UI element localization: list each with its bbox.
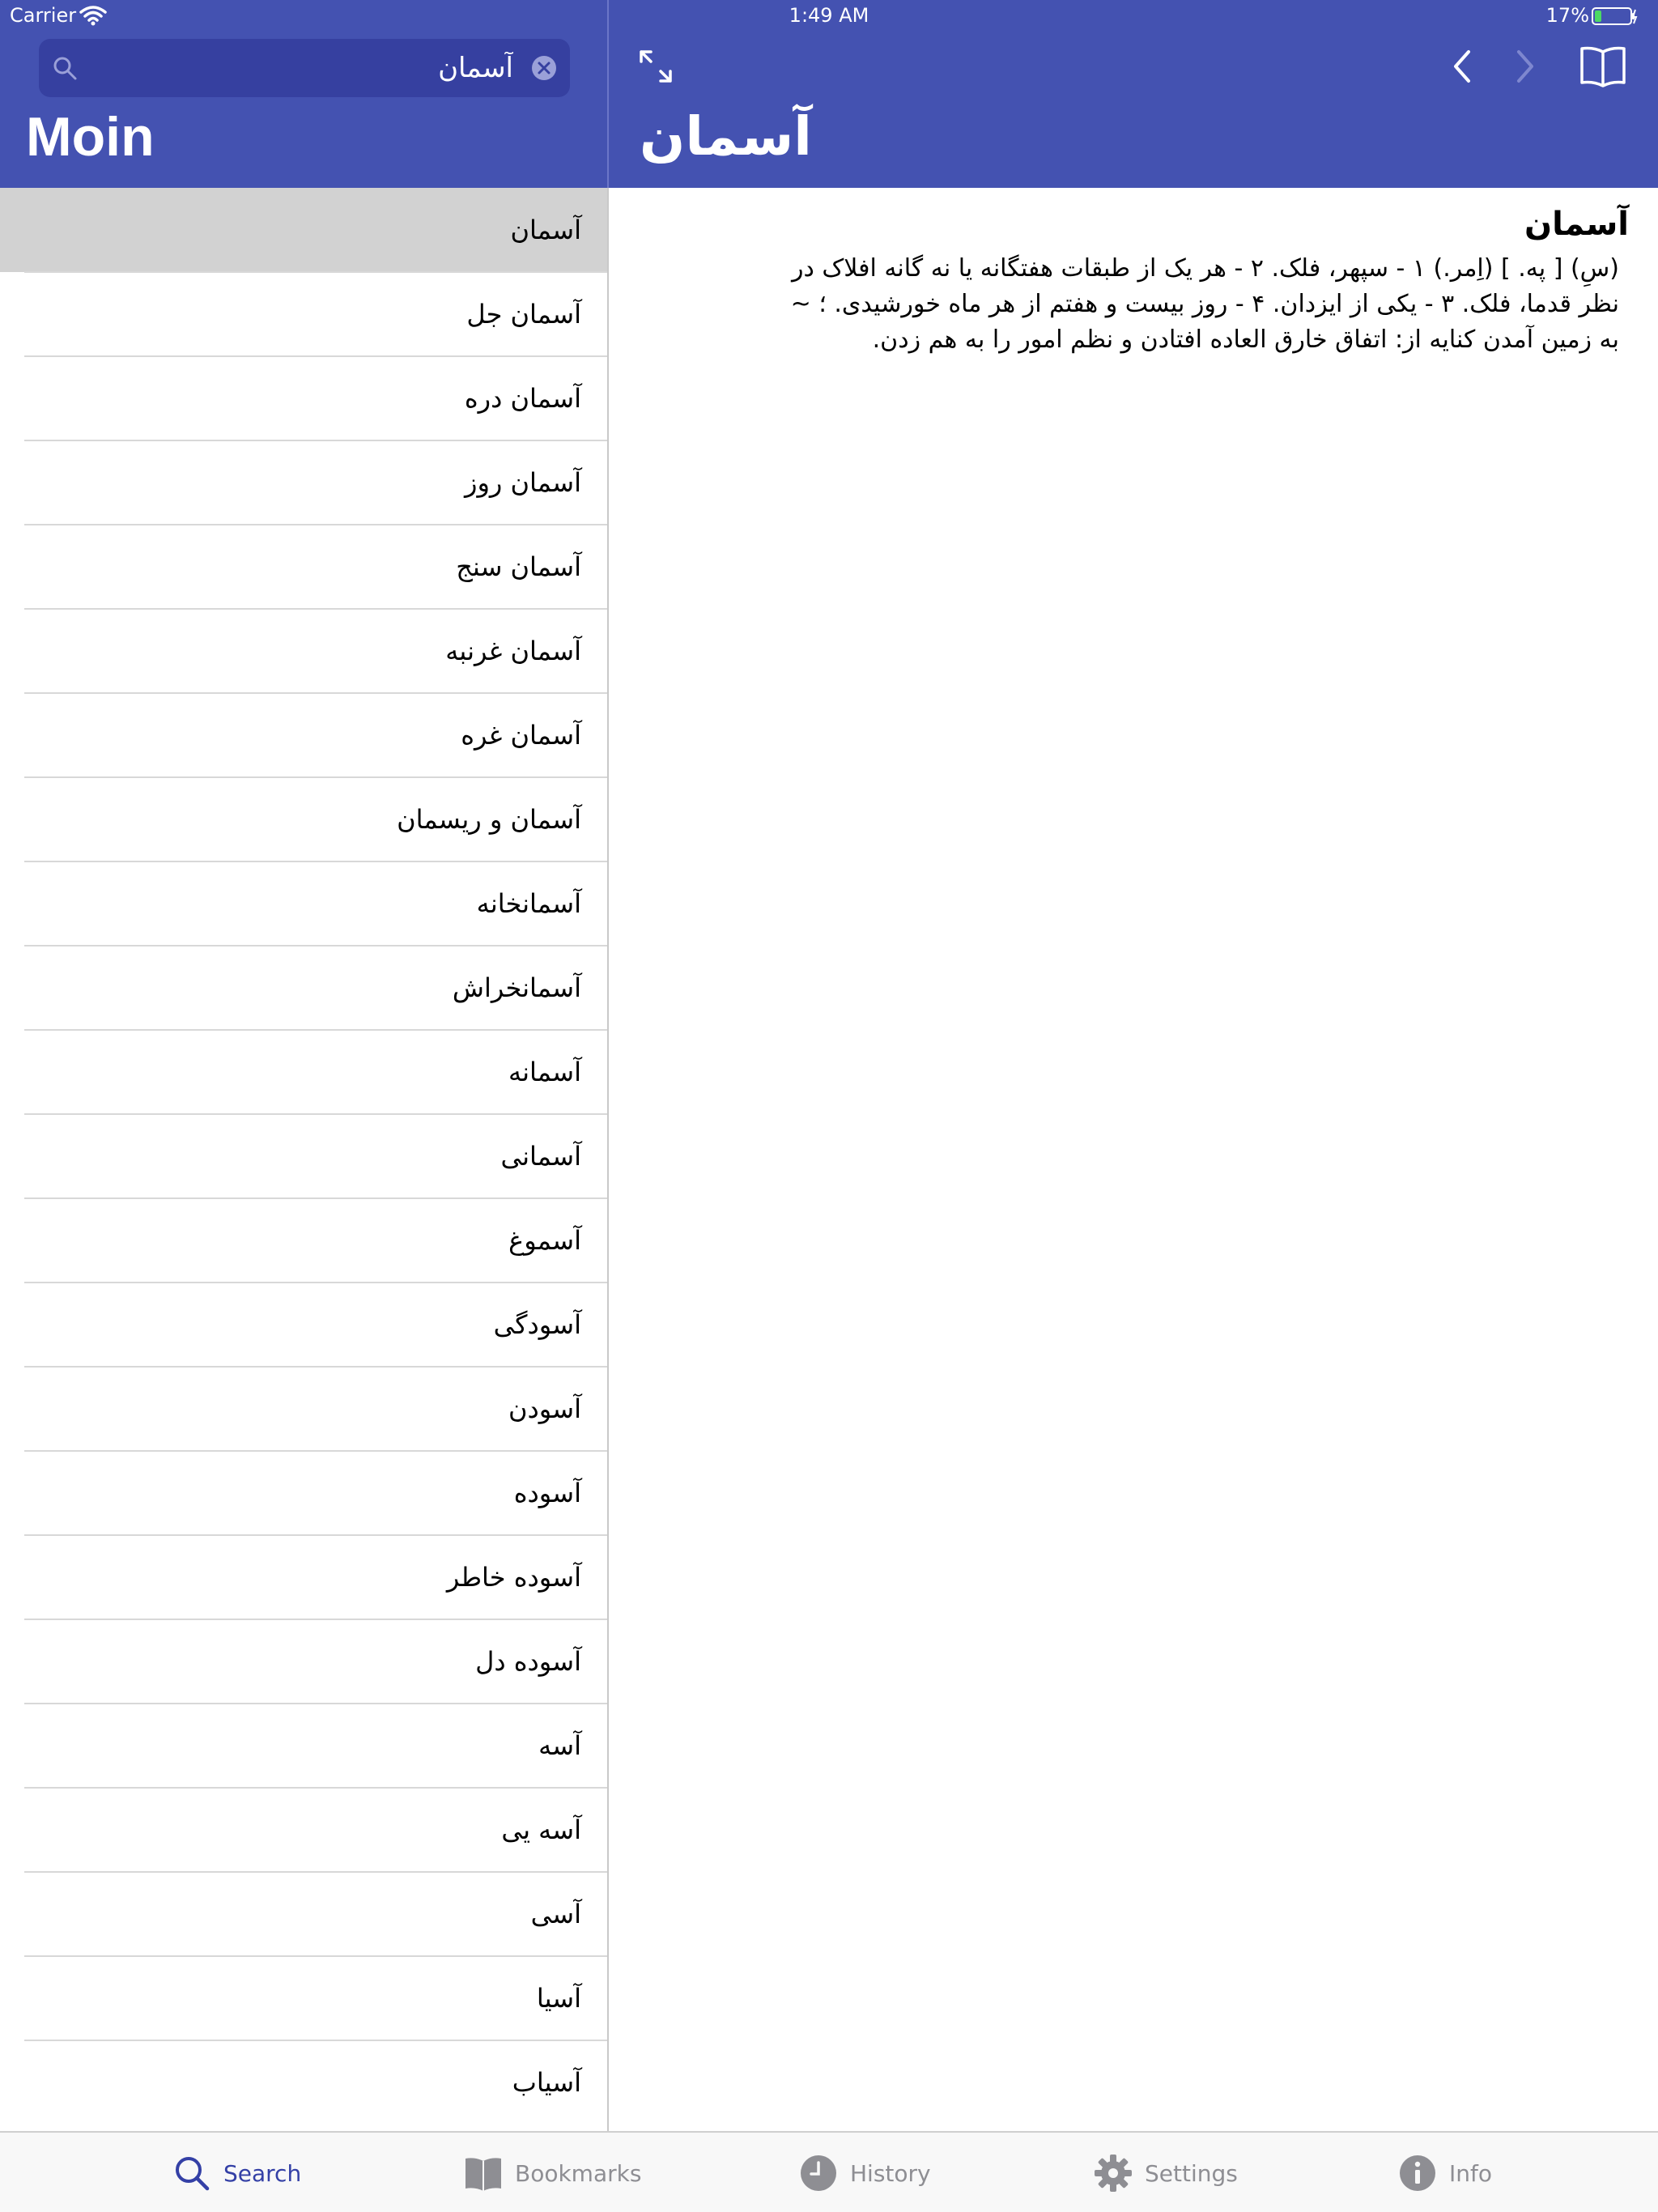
list-separator <box>24 1534 607 1536</box>
history-icon <box>798 2153 839 2193</box>
list-item[interactable]: آسمان دره <box>464 383 581 414</box>
header-bar <box>0 0 1658 188</box>
tab-label: Info <box>1449 2159 1492 2187</box>
tab-info[interactable] <box>1397 2133 1492 2212</box>
list-separator <box>24 692 607 694</box>
header-divider <box>607 0 609 188</box>
list-item[interactable]: آسموغ <box>508 1225 581 1256</box>
list-item[interactable]: آسوده خاطر <box>446 1562 581 1593</box>
clear-search-icon[interactable] <box>531 55 557 81</box>
tab-history[interactable] <box>798 2133 931 2212</box>
search-icon <box>50 53 79 83</box>
list-item[interactable]: آسوده <box>513 1478 581 1508</box>
list-item[interactable]: آسه یی <box>501 1814 581 1845</box>
tab-bookmarks[interactable] <box>463 2133 641 2212</box>
tab-settings[interactable] <box>1093 2133 1238 2212</box>
definition-panel <box>609 188 1658 2131</box>
entry-title: آسمان <box>640 105 812 168</box>
forward-icon[interactable] <box>1509 45 1541 87</box>
list-item[interactable]: آسمانی <box>500 1141 581 1172</box>
list-item[interactable]: آسمان غره <box>461 720 581 751</box>
list-item[interactable]: آسمانخانه <box>476 888 581 919</box>
list-separator <box>24 776 607 778</box>
list-separator <box>24 1029 607 1031</box>
list-item[interactable]: آسمان جل <box>466 299 581 330</box>
list-item[interactable]: آسی <box>530 1899 581 1929</box>
list-separator <box>24 608 607 610</box>
list-separator <box>24 1871 607 1873</box>
list-item[interactable]: آسوده دل <box>475 1646 581 1677</box>
bookmark-book-icon[interactable] <box>1579 44 1627 87</box>
list-item[interactable]: آسه <box>538 1730 581 1761</box>
bookmarks-icon <box>463 2153 504 2193</box>
list-separator <box>24 524 607 525</box>
tab-bar <box>0 2131 1658 2212</box>
list-separator <box>24 2040 607 2041</box>
search-input[interactable] <box>91 45 557 91</box>
definition-line: به زمین آمدن کنایه از: اتفاق خارق العاده افتادن و نظم امور را به هم زدن. <box>872 325 1619 354</box>
list-item[interactable]: آسمانخراش <box>452 972 581 1003</box>
tab-label: History <box>850 2159 931 2187</box>
list-item[interactable]: آسیاب <box>512 2067 581 2098</box>
expand-icon[interactable] <box>636 47 675 86</box>
info-icon <box>1397 2153 1438 2193</box>
battery-percent: 17% <box>1545 4 1589 27</box>
battery-icon <box>1592 6 1639 26</box>
settings-icon <box>1093 2153 1133 2193</box>
list-item[interactable]: آسیا <box>536 1983 581 2014</box>
list-item[interactable]: آسمان سنج <box>456 551 581 582</box>
status-bar <box>0 0 1658 32</box>
list-separator <box>24 1113 607 1115</box>
back-icon[interactable] <box>1446 45 1478 87</box>
definition-line: نظر قدما، فلک. ۳ - یکی از ایزدان. ۴ - روز بیست و هفتم از هر ماه خورشیدی. ؛ ~ <box>790 290 1619 318</box>
list-item[interactable]: آسمان و ریسمان <box>397 804 581 835</box>
list-separator <box>24 1282 607 1283</box>
list-item[interactable]: آسودن <box>508 1393 581 1424</box>
list-item[interactable]: آسمانه <box>508 1057 581 1087</box>
tab-label: Bookmarks <box>515 2159 642 2187</box>
list-separator <box>24 1366 607 1368</box>
list-separator <box>24 440 607 441</box>
list-separator <box>24 861 607 862</box>
app-title: Moin <box>26 106 155 168</box>
definition-text <box>648 251 1619 358</box>
entry-word: آسمان <box>1524 206 1629 243</box>
tab-label: Search <box>223 2159 302 2187</box>
list-separator <box>24 1619 607 1620</box>
list-separator <box>24 1197 607 1199</box>
tab-label: Settings <box>1145 2159 1238 2187</box>
list-item[interactable]: آسمان <box>0 188 607 272</box>
list-item[interactable]: آسمان غرنبه <box>445 636 581 666</box>
results-list <box>0 188 607 2131</box>
definition-line: (سِ) [ په. ] (اِمر.) ۱ - سپهر، فلک. ۲ - هر یک از طبقات هفتگانه یا نه گانه افلاک در <box>792 254 1619 283</box>
list-separator <box>24 1787 607 1789</box>
list-item[interactable]: آسودگی <box>493 1309 581 1340</box>
carrier-label: Carrier <box>10 4 77 27</box>
list-separator <box>24 355 607 357</box>
list-separator <box>24 945 607 946</box>
search-icon <box>172 2153 212 2193</box>
tab-search[interactable] <box>172 2133 301 2212</box>
list-separator <box>24 1450 607 1452</box>
clock-label: 1:49 AM <box>789 4 869 27</box>
list-separator <box>24 1955 607 1957</box>
list-item[interactable]: آسمان روز <box>465 467 581 498</box>
search-field[interactable] <box>39 39 570 97</box>
list-separator <box>24 271 607 273</box>
list-separator <box>24 1703 607 1704</box>
